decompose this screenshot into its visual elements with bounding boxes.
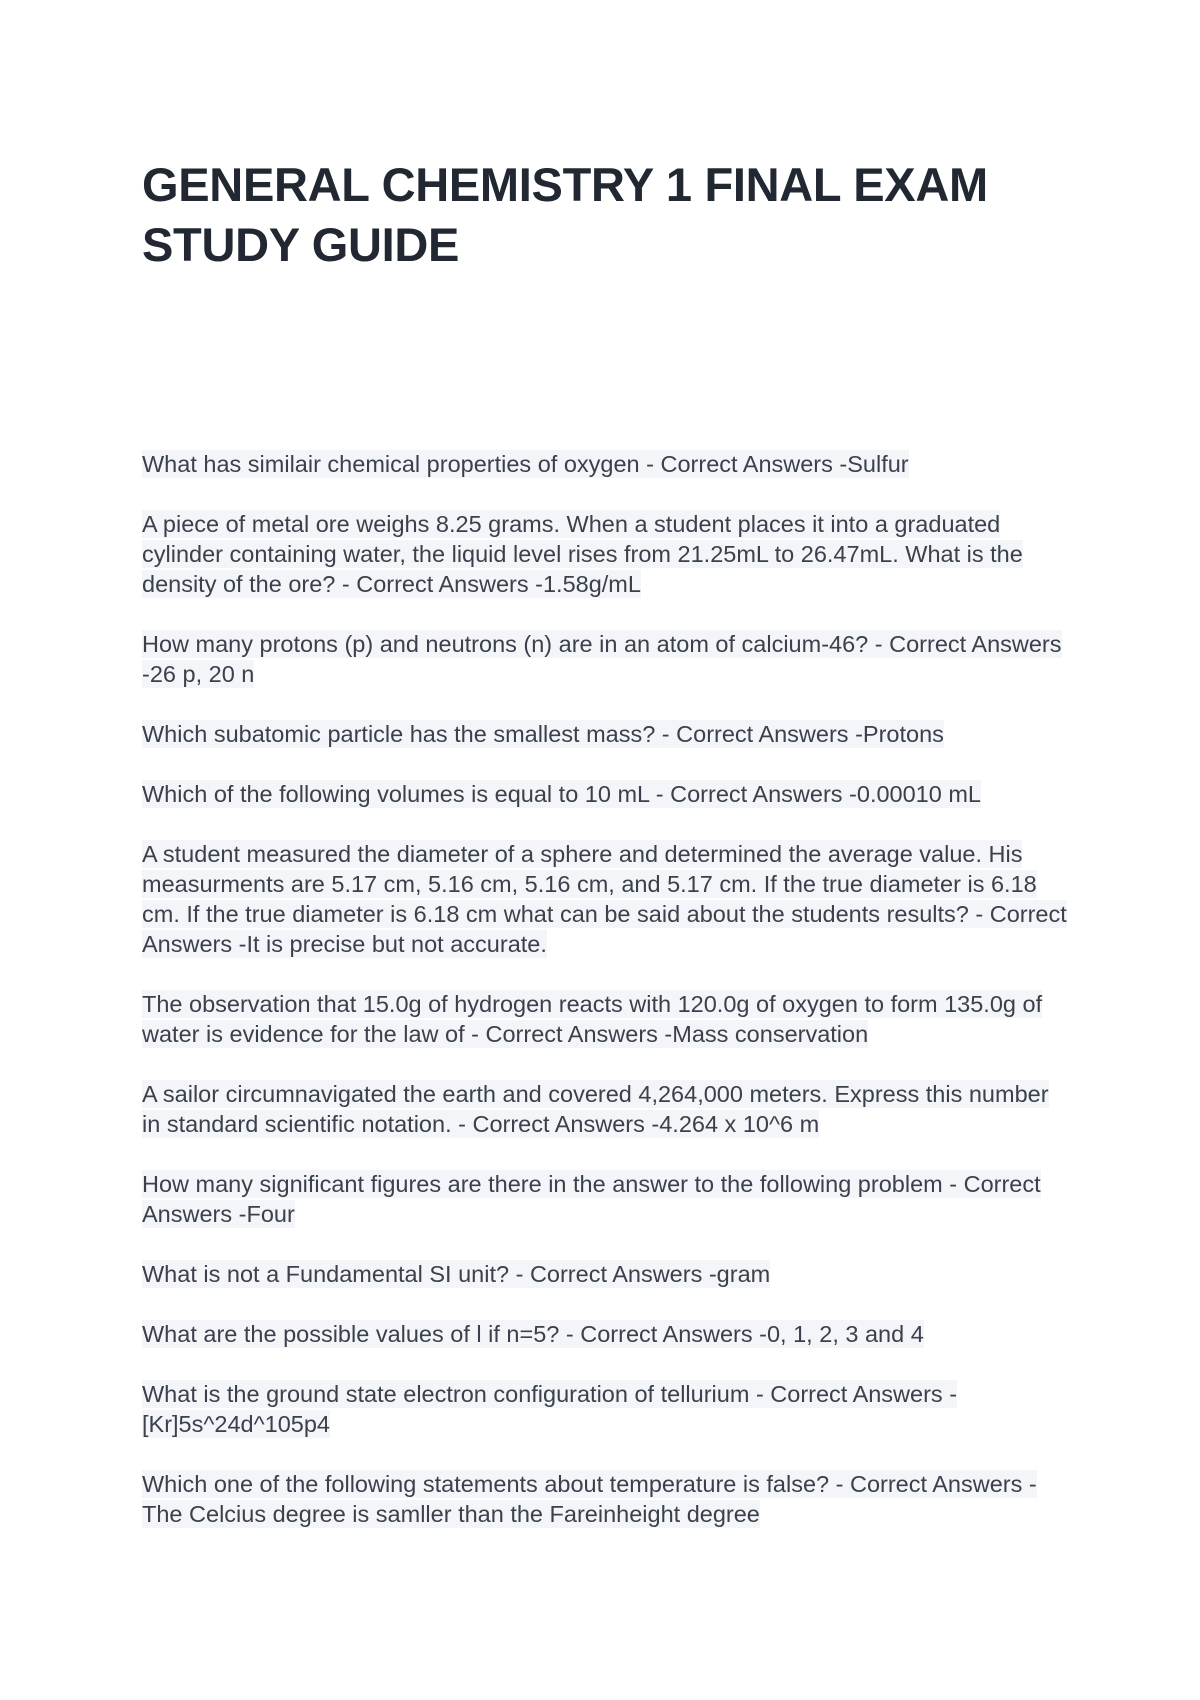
qa-item bbox=[142, 449, 1072, 479]
qa-item bbox=[142, 1379, 1072, 1439]
qa-text: Which one of the following statements about temperature is false? - Correct Answers -The Celcius degree is samller than the Fareinheight degree bbox=[142, 1471, 1037, 1527]
qa-item bbox=[142, 1469, 1072, 1529]
document-page bbox=[142, 155, 1072, 1527]
qa-item bbox=[142, 1169, 1072, 1229]
qa-text: What has similair chemical properties of oxygen - Correct Answers -Sulfur bbox=[142, 451, 909, 477]
qa-text: What is the ground state electron configuration of tellurium - Correct Answers -[Kr]5s^24d^105p4 bbox=[142, 1381, 958, 1437]
document-title: GENERAL CHEMISTRY 1 FINAL EXAM STUDY GUIDE bbox=[142, 158, 988, 271]
qa-text: The observation that 15.0g of hydrogen reacts with 120.0g of oxygen to form 135.0g of water is evidence for the law of - Correct Answers -Mass conservation bbox=[142, 991, 1043, 1047]
qa-text: How many significant figures are there in the answer to the following problem - Correct Answers -Four bbox=[142, 1171, 1041, 1227]
qa-text: How many protons (p) and neutrons (n) are in an atom of calcium-46? - Correct Answers -26 p, 20 n bbox=[142, 631, 1062, 687]
qa-text: Which of the following volumes is equal to 10 mL - Correct Answers -0.00010 mL bbox=[142, 781, 981, 807]
qa-text: A student measured the diameter of a sphere and determined the average value. His measurments are 5.17 cm, 5.16 cm, 5.16 cm, and 5.17 cm. If the true diameter is 6.18 cm. If the true diameter is 6.18 cm what can be said about the students results? - Correct Answers -It is precise but not accurate. bbox=[142, 841, 1067, 957]
qa-text: What are the possible values of l if n=5? - Correct Answers -0, 1, 2, 3 and 4 bbox=[142, 1321, 924, 1347]
qa-text: What is not a Fundamental SI unit? - Correct Answers -gram bbox=[142, 1261, 771, 1287]
qa-text: A piece of metal ore weighs 8.25 grams. When a student places it into a graduated cylinder containing water, the liquid level rises from 21.25mL to 26.47mL. What is the density of the ore? - Correct Answers -1.58g/mL bbox=[142, 511, 1023, 597]
qa-item bbox=[142, 1319, 1072, 1349]
qa-text: A sailor circumnavigated the earth and covered 4,264,000 meters. Express this number in standard scientific notation. - Correct Answers -4.264 x 10^6 m bbox=[142, 1081, 1049, 1137]
qa-item bbox=[142, 719, 1072, 749]
qa-item bbox=[142, 989, 1072, 1049]
qa-item bbox=[142, 509, 1072, 599]
qa-text: Which subatomic particle has the smallest mass? - Correct Answers -Protons bbox=[142, 721, 944, 747]
qa-item bbox=[142, 779, 1072, 809]
qa-item bbox=[142, 1259, 1072, 1289]
qa-item bbox=[142, 839, 1072, 959]
qa-list bbox=[142, 449, 1072, 1559]
qa-item bbox=[142, 629, 1072, 689]
qa-item bbox=[142, 1079, 1072, 1139]
